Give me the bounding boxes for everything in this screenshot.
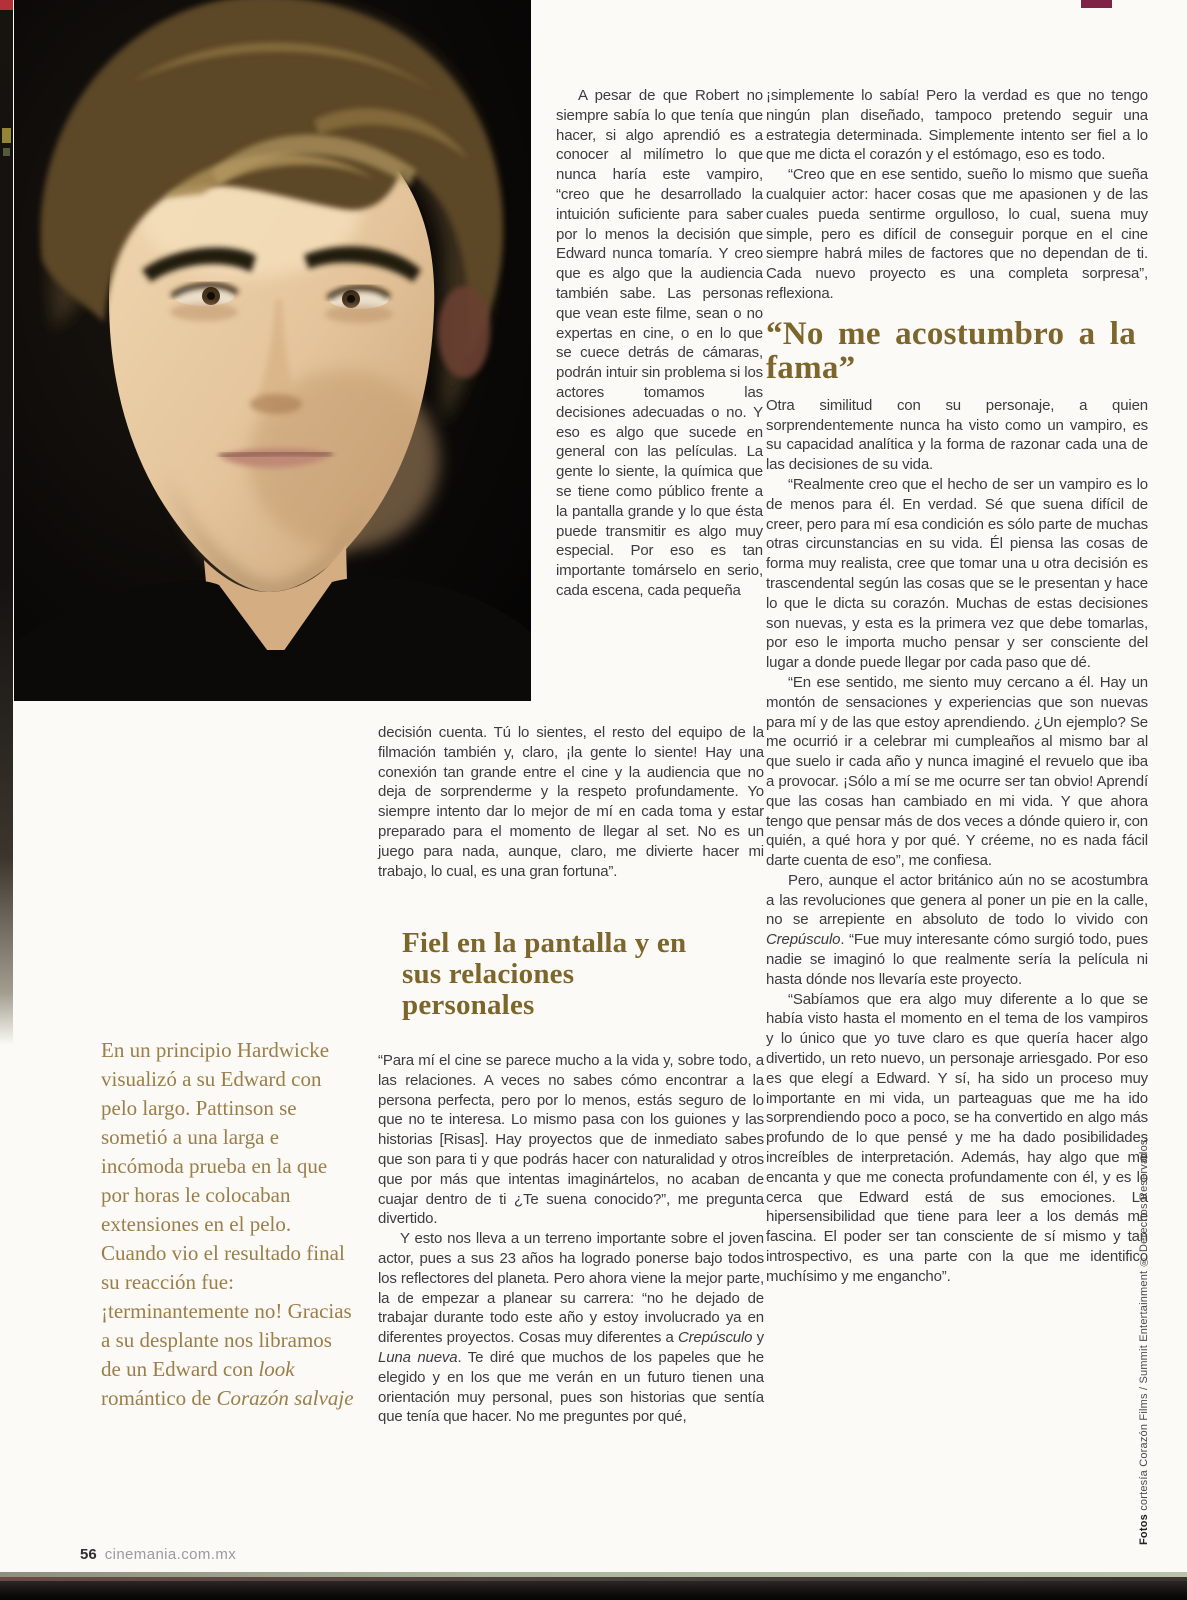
- paragraph-text: Pero, aunque el actor británico aún no se acostumbra a las revoluciones que genera al poner un pie en la calle, no se arrepiente en absoluto de todo lo vivido con: [766, 871, 1148, 929]
- paragraph-text: y: [752, 1329, 764, 1347]
- site-url: cinemania.com.mx: [104, 1546, 237, 1563]
- paragraph-text: . “Fue muy interesante cómo surgió todo, pues nadie se imaginó lo que realmente sería la película ni hasta dónde nos llevaría este proyecto.: [766, 931, 1148, 988]
- portrait-photo: [14, 0, 531, 701]
- crop-mark: [1081, 0, 1112, 8]
- movie-title-italic: Luna nueva: [378, 1348, 458, 1366]
- paragraph: [378, 1229, 764, 1427]
- paragraph: [766, 871, 1148, 990]
- pull-quote-text: En un principio Hardwicke visualizó a su Edward con pelo largo. Pattinson se sometió a una larga e incómoda prueba en la que por horas le colocaban extensiones en el pelo. Cuando vio el resultado final su reacción fue: ¡terminantemente no! Gracias a su desplante nos libramos de un Edward con: [101, 1038, 352, 1381]
- page-number: 56: [80, 1546, 97, 1563]
- paragraph-text: Y esto nos lleva a un terreno importante sobre el joven actor, pues a sus 23 años ha logrado ponerse bajo todos los reflectores del planeta. Pero ahora viene la mejor parte, la de empezar a planear su carrera: “no he dejado de trabajar durante todo este año y estoy involucrado ya en diferentes proyectos. Cosas muy diferentes a: [378, 1230, 764, 1347]
- gutter-fleck: [2, 128, 11, 143]
- column-middle-narrow: [556, 86, 763, 601]
- photo-credit-text: cortesía Corazón Films / Summit Entertainment ® Derechos Reservados.: [1138, 1136, 1150, 1515]
- photo-credit: [1138, 1083, 1154, 1545]
- paragraph: “Creo que en ese sentido, sueño lo mismo que sueña cualquier actor: hacer cosas que me apasionen y de las cuales pueda sentirme orgulloso, lo cual, suena muy simple, pero es difícil de conseguir porque en el cine siempre habrá miles de factores que no dependan de ti. Cada nuevo proyecto es una completa sorpresa”, reflexiona.: [766, 166, 1148, 302]
- pull-quote: [101, 1036, 357, 1413]
- gutter-fleck: [3, 148, 10, 156]
- portrait-illustration: [14, 0, 531, 701]
- gutter-red-mark: [0, 0, 13, 10]
- pull-quote-italic: look: [258, 1357, 295, 1381]
- paragraph: “Sabíamos que era algo muy diferente a lo que se había visto hasta el momento en el tema de los vampiros y lo único que yo tuve claro es que quería hacer algo divertido, un reto nuevo, un personaje arriesgado. Por eso es que elegí a Edward. Y sí, ha sido un proceso muy importante en mi vida, un parteaguas que me ha ido sorprendiendo poco a poco, se ha convertido en algo más profundo de lo que pensé y me ha dado posibilidades increíbles de interpretación. Además, hay algo que me encanta y que me conecta profundamente con él, y es lo cerca que Edward está de sus emociones. La hipersensibilidad que tiene para leer a los demás me fascina. El poder ser tan consciente de sí mismo y tan introspectivo, es una parte con la que me identifico muchísimo y me engancho”.: [766, 990, 1148, 1285]
- scan-gutter-strip: [0, 0, 13, 1045]
- section-heading-fiel: Fiel en la pantalla y en sus relaciones personales: [402, 927, 687, 1021]
- column-right: [766, 86, 1148, 1287]
- paragraph: A pesar de que Robert no siempre sabía lo que tenía que hacer, si algo aprendió es a conocer al milímetro lo que nunca haría este vampiro, “creo que he desarrollado la intuición suficiente para saber por lo menos la decisión que Edward nunca tomaría. Y creo que es algo que la audiencia también sabe. Las personas que vean este filme, sean o no expertas en cine, o en lo que se cuece detrás de cámaras, podrán intuir sin problema si los actores tomamos las decisiones adecuadas o no. Y eso es algo que sucede en general con las películas. La gente lo siente, la química que se tiene como público frente a la pantalla grande y lo que ésta puede transmitir es algo muy especial. Por eso es tan importante tomárselo en serio, cada escena, cada pequeña: [556, 87, 763, 599]
- paragraph: ¡simplemente lo sabía! Pero la verdad es que no tengo ningún plan diseñado, tampoco pretendo seguir una estrategia determinada. Simplemente intento ser fiel a lo que me dicta el corazón y el estómago, eso es todo.: [766, 87, 1148, 164]
- movie-title-italic: Crepúsculo: [766, 931, 841, 949]
- paragraph: “Para mí el cine se parece mucho a la vida y, sobre todo, a las relaciones. A veces no sabes cómo encontrar a la persona perfecta, pero por lo menos, estás seguro de lo que no te interesa. Lo mismo pasa con los guiones y las historias [Risas]. Hay proyectos que de inmediato sabes que son para ti y que podrás hacer con naturalidad y otros que por más que intentas imaginártelos, no acaban de cuajar dentro de ti ¿Te suena conocido?”, me pregunta divertido.: [378, 1052, 764, 1228]
- movie-title-italic: Crepúsculo: [677, 1329, 753, 1347]
- bottom-scan-strip: [0, 1581, 1187, 1600]
- paragraph: “Realmente creo que el hecho de ser un vampiro es lo de menos para él. En verdad. Sé que suena difícil de creer, pero para mí esa condición es sólo parte de muchas otras circunstancias en su vida. Él piensa las cosas de forma muy realista, cree que tomar una u otra decisión es trascendental según las cosas que se le presentan y hace lo que le dicta su corazón. Muchas de estas decisiones son nuevas, y esta es la primera vez que debe tomarlas, por eso le importa mucho pensar y ser consciente del lugar a donde puede llegar por cada paso que dé.: [766, 475, 1148, 672]
- pull-quote-italic: Corazón salvaje: [216, 1386, 354, 1410]
- paragraph: “En ese sentido, me siento muy cercano a él. Hay un montón de sensaciones y experiencias que son nuevas para mí y de las que estoy aprendiendo. ¿Un ejemplo? Se me ocurrió ir a celebrar mi cumpleaños al mismo bar al que suelo ir cada año y nunca imaginé el revuelo que iba a provocar. ¡Sólo a mí se me ocurre ser tan obvio! Aprendí que las cosas han cambiado en mi vida. Y que ahora tengo que pensar más de dos veces a dónde quiero ir, con quién, a qué hora y por qué. Y créeme, no es nada fácil darte cuenta de eso”, me confiesa.: [766, 673, 1148, 870]
- paragraph: decisión cuenta. Tú lo sientes, el resto del equipo de la filmación también y, claro, ¡la gente lo siente! Hay una conexión tan grande entre el cine y la audiencia que no deja de sorprenderme y la respeto profundamente. Yo siempre intento dar lo mejor de mí en cada toma y estar preparado para el momento de llegar al set. No es un juego para nada, aunque, claro, me divierte hacer mi trabajo, lo cual, es una gran fortuna”.: [378, 724, 764, 880]
- section-heading-fama: “No me acostumbro a la fama”: [766, 315, 1136, 386]
- page-footer: [80, 1546, 236, 1563]
- photo-credit-label: Fotos: [1138, 1514, 1150, 1545]
- pull-quote-text: romántico de: [101, 1386, 217, 1410]
- column-middle-wide-top: [378, 723, 764, 881]
- paragraph: Otra similitud con su personaje, a quien sorprendentemente nunca ha visto como un vampiro, es su capacidad analítica y la forma de razonar cada una de las decisiones de su vida.: [766, 396, 1148, 474]
- paragraph-text: . Te diré que muchos de los papeles que he elegido y en los que me verán en un futuro tienen una orientación muy personal, pues son historias que sentía que tenía que hacer. No me preguntes por qué,: [378, 1348, 764, 1426]
- column-middle-wide-bottom: [378, 1051, 764, 1427]
